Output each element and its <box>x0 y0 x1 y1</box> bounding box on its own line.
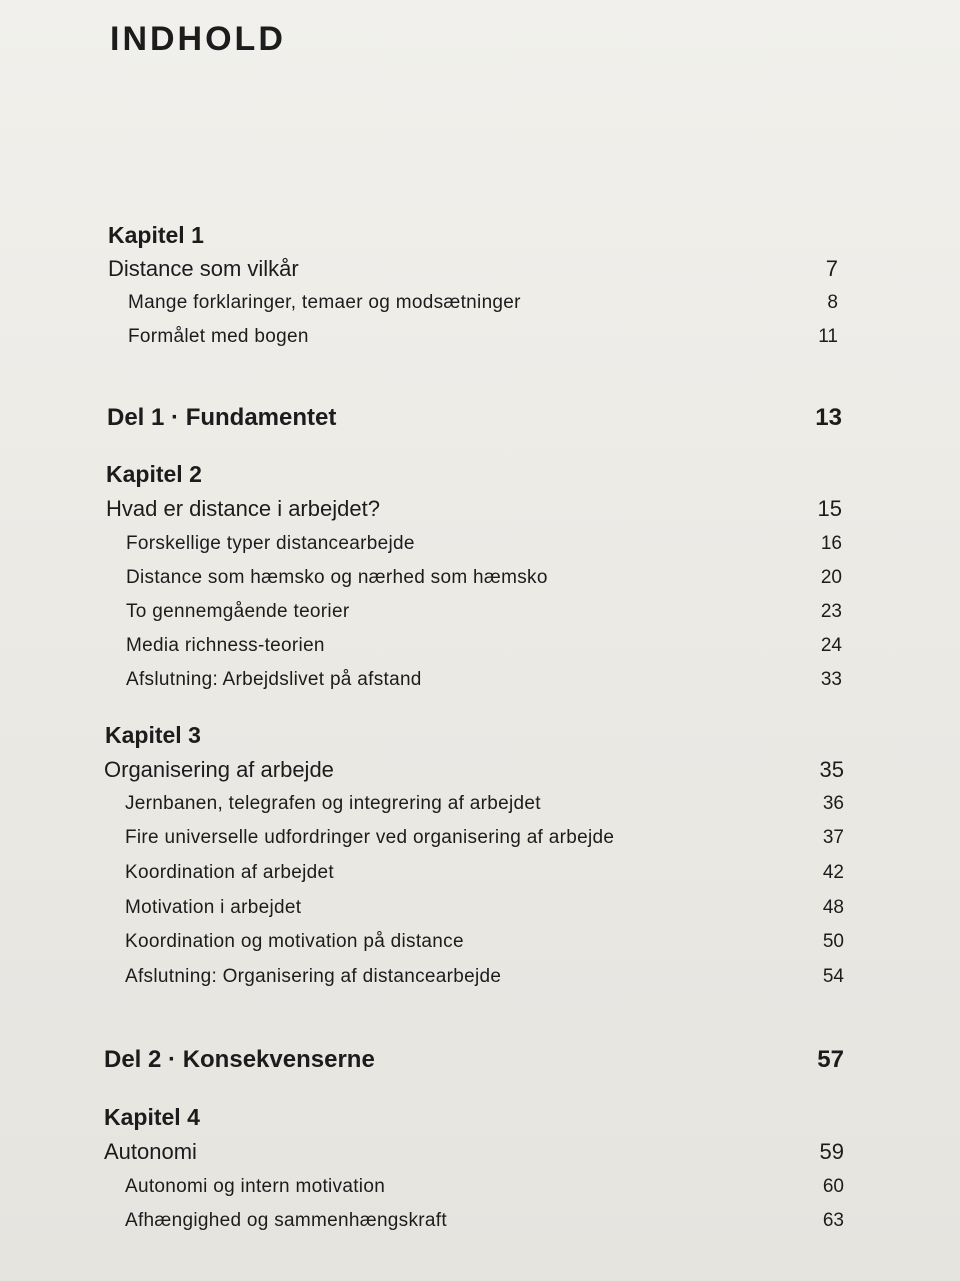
toc-entry-title: To gennemgående teorier <box>126 601 350 622</box>
toc-entry-title: Hvad er distance i arbejdet? <box>106 496 380 521</box>
toc-entry-page: 16 <box>820 533 842 554</box>
toc-entry-title: Fire universelle udfordringer ved organisering af arbejde <box>125 827 615 848</box>
toc-entry-section[interactable] <box>0 827 960 859</box>
chapter-label: Kapitel 4 <box>104 1104 200 1130</box>
toc-entry-section[interactable] <box>0 793 960 825</box>
toc-entry-page: 20 <box>820 567 842 588</box>
chapter-label: Kapitel 1 <box>108 222 204 248</box>
toc-entry-page: 54 <box>822 966 844 987</box>
part-title: Del 2 · Konsekvenserne <box>104 1046 375 1073</box>
toc-entry-title: Distance som vilkår <box>108 256 299 281</box>
toc-entry-chapter[interactable] <box>0 256 960 288</box>
toc-entry-page: 23 <box>820 601 842 622</box>
toc-entry-title: Formålet med bogen <box>128 326 309 347</box>
page-title: INDHOLD <box>110 20 286 58</box>
toc-entry-section[interactable] <box>0 326 960 358</box>
toc-entry-section[interactable] <box>0 862 960 894</box>
toc-entry-page: 15 <box>817 496 842 521</box>
toc-entry-title: Koordination af arbejdet <box>125 862 334 883</box>
toc-entry-part[interactable] <box>0 404 960 436</box>
toc-entry-title: Autonomi <box>104 1139 197 1164</box>
toc-entry-page: 57 <box>817 1046 844 1073</box>
toc-entry-section[interactable] <box>0 635 960 667</box>
toc-entry-page: 50 <box>822 931 844 952</box>
toc-entry-section[interactable] <box>0 966 960 998</box>
toc-entry-title: Forskellige typer distancearbejde <box>126 533 415 554</box>
toc-entry-title: Autonomi og intern motivation <box>125 1176 386 1197</box>
toc-entry-part[interactable] <box>0 1046 960 1078</box>
toc-entry-section[interactable] <box>0 601 960 633</box>
toc-entry-chapter[interactable] <box>0 1139 960 1171</box>
toc-entry-page: 7 <box>825 256 838 281</box>
toc-entry-title: Media richness-teorien <box>126 635 325 656</box>
toc-entry-page: 35 <box>819 757 844 782</box>
toc-entry-chapter[interactable] <box>0 496 960 528</box>
toc-entry-title: Koordination og motivation på distance <box>125 931 464 952</box>
toc-entry-title: Organisering af arbejde <box>104 757 334 782</box>
toc-entry-page: 36 <box>822 793 844 814</box>
toc-entry-section[interactable] <box>0 1210 960 1242</box>
toc-entry-title: Mange forklaringer, temaer og modsætninger <box>128 292 521 313</box>
toc-entry-section[interactable] <box>0 897 960 929</box>
chapter-label: Kapitel 2 <box>106 461 202 487</box>
toc-entry-page: 33 <box>820 669 842 690</box>
toc-entry-page: 42 <box>822 862 844 883</box>
toc-entry-title: Afslutning: Organisering af distancearbejde <box>125 966 502 987</box>
toc-entry-title: Afhængighed og sammenhængskraft <box>125 1210 447 1231</box>
toc-entry-section[interactable] <box>0 533 960 565</box>
toc-entry-page: 24 <box>820 635 842 656</box>
toc-entry-title: Motivation i arbejdet <box>125 897 302 918</box>
toc-entry-page: 13 <box>815 404 842 431</box>
toc-entry-title: Distance som hæmsko og nærhed som hæmsko <box>126 567 548 588</box>
toc-entry-page: 8 <box>827 292 838 313</box>
part-title: Del 1 · Fundamentet <box>107 404 337 431</box>
toc-entry-section[interactable] <box>0 931 960 963</box>
toc-entry-page: 48 <box>822 897 844 918</box>
toc-entry-page: 59 <box>819 1139 844 1164</box>
toc-entry-section[interactable] <box>0 669 960 701</box>
toc-entry-section[interactable] <box>0 567 960 599</box>
toc-entry-page: 37 <box>822 827 844 848</box>
toc-entry-section[interactable] <box>0 292 960 324</box>
chapter-label: Kapitel 3 <box>105 722 201 748</box>
toc-entry-section[interactable] <box>0 1176 960 1208</box>
toc-entry-page: 63 <box>822 1210 844 1231</box>
toc-entry-title: Jernbanen, telegrafen og integrering af arbejdet <box>125 793 541 814</box>
toc-entry-page: 11 <box>818 326 838 347</box>
toc-entry-title: Afslutning: Arbejdslivet på afstand <box>126 669 422 690</box>
toc-entry-chapter[interactable] <box>0 757 960 789</box>
toc-entry-page: 60 <box>822 1176 844 1197</box>
